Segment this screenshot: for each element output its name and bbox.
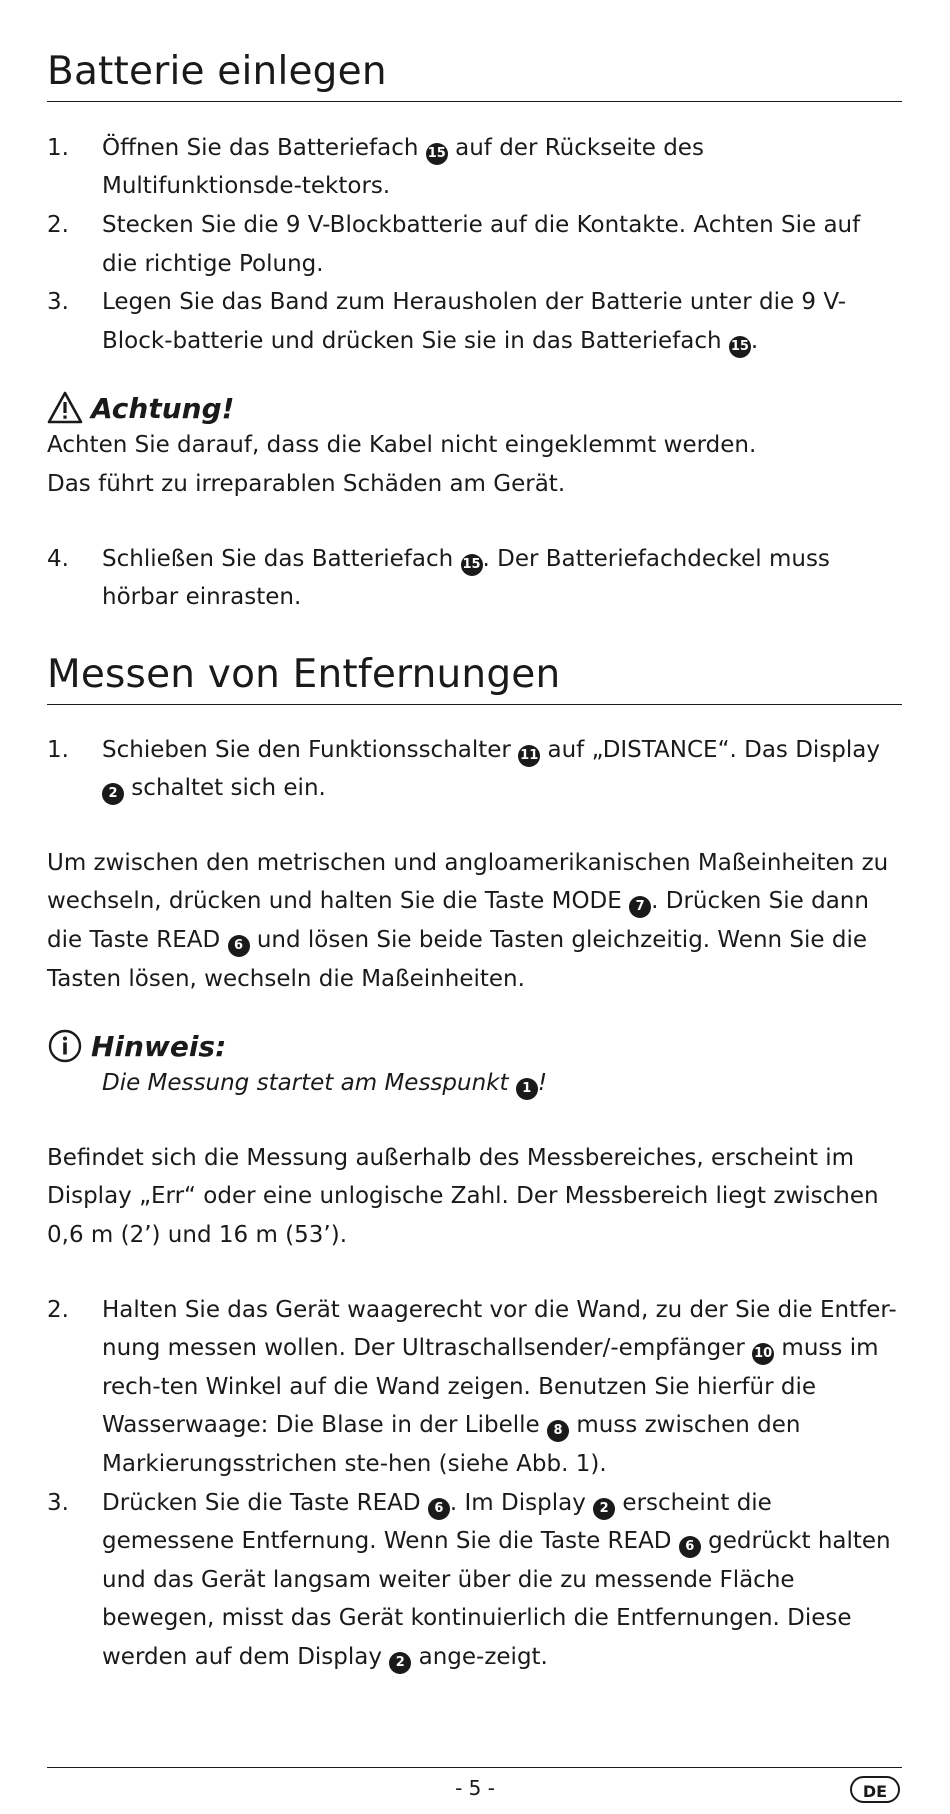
- reference-number-icon: 15: [426, 143, 448, 165]
- reference-number-icon: 2: [593, 1498, 615, 1520]
- reference-number-icon: 15: [461, 554, 483, 576]
- manual-page: [47, 0, 902, 1677]
- reference-number-icon: 8: [547, 1420, 569, 1442]
- warning-text: Achten Sie darauf, dass die Kabel nicht eingeklemmt werden.: [47, 432, 757, 459]
- warning-callout: [47, 390, 902, 503]
- list-item: 3. Legen Sie das Band zum Herausholen der Batterie unter die 9 V-Block-batterie und drücken Sie sie in das Batteriefach 15.: [47, 283, 902, 360]
- reference-number-icon: 15: [729, 336, 751, 358]
- battery-steps: [47, 129, 902, 361]
- range-paragraph: Befindet sich die Messung außerhalb des Messbereiches, erscheint im Display „Err“ oder eine unlogische Zahl. Der Messbereich liegt zwischen 0,6 m (2’) und 16 m (53’).: [47, 1144, 879, 1248]
- section-heading-battery: Batterie einlegen: [47, 50, 902, 102]
- battery-steps-continued: [47, 540, 902, 617]
- distance-steps-continued: [47, 1291, 902, 1677]
- language-badge: DE: [850, 1776, 900, 1803]
- distance-steps: [47, 731, 902, 808]
- reference-number-icon: 6: [228, 935, 250, 957]
- warning-triangle-icon: [47, 390, 83, 426]
- list-item: 1. Schieben Sie den Funktionsschalter 11 auf „DISTANCE“. Das Display 2 schaltet sich ein.: [47, 731, 902, 808]
- reference-number-icon: 2: [102, 783, 124, 805]
- warning-text: Das führt zu irreparablen Schäden am Gerät.: [47, 471, 566, 497]
- list-item: 2. Stecken Sie die 9 V-Blockbatterie auf die Kontakte. Achten Sie auf die richtige Polung.: [47, 212, 861, 277]
- section-heading-distance: Messen von Entfernungen: [47, 653, 902, 705]
- list-item: 2. Halten Sie das Gerät waagerecht vor die Wand, zu der Sie die Entfer-nung messen wollen. Der Ultraschallsender/-empfänger 10 muss im rech-ten Winkel auf die Wand zeigen. Benutzen Sie hierfür die Wasserwaage: Die Blase in der Libelle 8 muss zwischen den Markierungsstrichen ste-hen (siehe Abb. 1).: [47, 1296, 897, 1477]
- list-item: 4. Schließen Sie das Batteriefach 15. Der Batteriefachdeckel muss hörbar einrasten.: [47, 545, 830, 611]
- info-icon: [47, 1028, 83, 1064]
- units-paragraph: Um zwischen den metrischen und angloamerikanischen Maßeinheiten zu wechseln, drücken und halten Sie die Taste MODE 7 . Drücken Sie dann die Taste READ 6 und lösen Sie beide Tasten gleichzeitig. Wenn Sie die Tasten lösen, wechseln die Maßeinheiten.: [47, 849, 889, 992]
- warning-title: Achtung!: [91, 391, 235, 425]
- reference-number-icon: 6: [679, 1536, 701, 1558]
- note-text: Die Messung startet am Messpunkt 1 !: [47, 1064, 902, 1103]
- reference-number-icon: 1: [516, 1078, 538, 1100]
- list-item: 3. Drücken Sie die Taste READ 6 . Im Display 2 erscheint die gemessene Entfernung. Wenn Sie die Taste READ 6 gedrückt halten und das Gerät langsam weiter über die zu messende Fläche bewegen, misst das Gerät kontinuierlich die Entfernungen. Diese werden auf dem Display 2 ange-zeigt.: [47, 1484, 902, 1677]
- reference-number-icon: 11: [518, 745, 540, 767]
- note-title: Hinweis:: [91, 1029, 227, 1063]
- reference-number-icon: 10: [752, 1343, 774, 1365]
- note-callout: [47, 1028, 902, 1103]
- list-item: 1. Öffnen Sie das Batteriefach 15 auf der Rückseite des Multifunktionsde-tektors.: [47, 134, 704, 200]
- reference-number-icon: 2: [389, 1652, 411, 1674]
- footer-divider: [47, 1767, 902, 1768]
- reference-number-icon: 7: [629, 896, 651, 918]
- reference-number-icon: 6: [428, 1498, 450, 1520]
- page-number: - 5 -: [455, 1776, 495, 1800]
